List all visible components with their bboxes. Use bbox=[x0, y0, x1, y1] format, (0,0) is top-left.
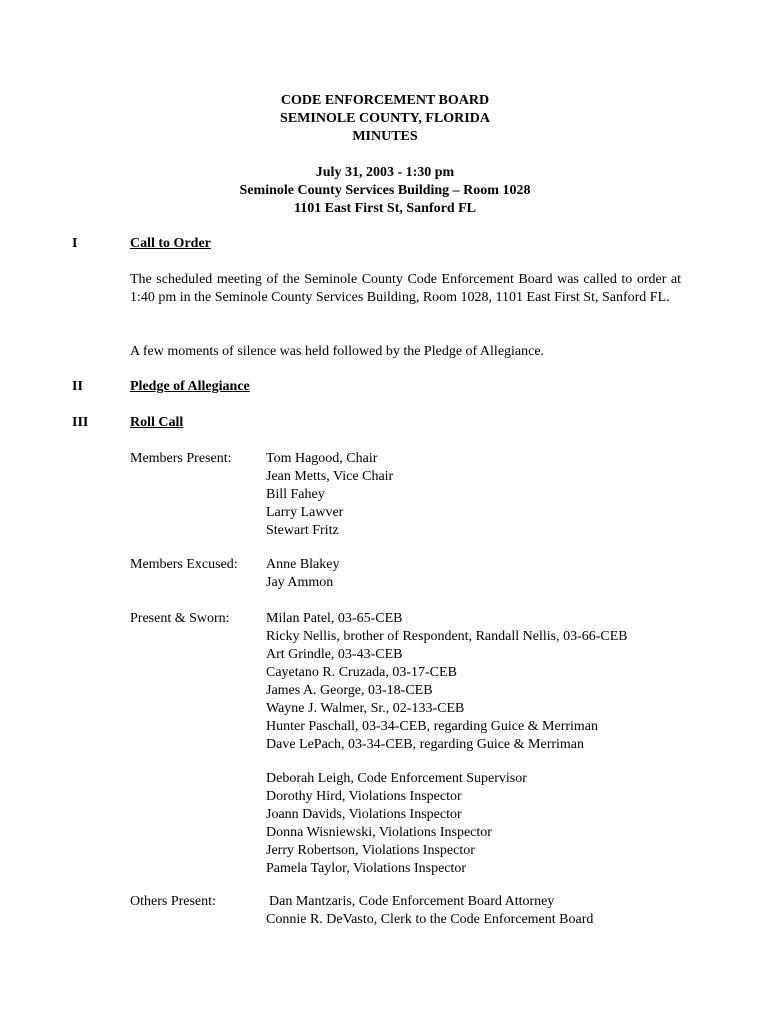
list-item: Larry Lawver bbox=[266, 505, 344, 520]
document-header bbox=[0, 92, 770, 218]
members-excused-label: Members Excused: bbox=[130, 557, 238, 572]
header-date: July 31, 2003 - 1:30 pm bbox=[315, 165, 455, 180]
call-to-order-paragraph: The scheduled meeting of the Seminole County Code Enforcement Board was called to order at 1:40 pm in the Seminole County Services Building, Room 1028, 1101 East First St, Sanford FL. bbox=[130, 272, 681, 305]
list-item: Jean Metts, Vice Chair bbox=[266, 469, 394, 484]
section-number-2: II bbox=[72, 379, 83, 394]
list-item: Anne Blakey bbox=[266, 557, 340, 572]
list-item: Dorothy Hird, Violations Inspector bbox=[266, 789, 462, 804]
list-item: Cayetano R. Cruzada, 03-17-CEB bbox=[266, 665, 457, 680]
section-number-1: I bbox=[72, 236, 78, 251]
list-item: Dan Mantzaris, Code Enforcement Board Attorney bbox=[269, 894, 555, 909]
list-item: Art Grindle, 03-43-CEB bbox=[266, 647, 403, 662]
section-title-pledge: Pledge of Allegiance bbox=[130, 379, 250, 394]
section-title-call-to-order: Call to Order bbox=[130, 236, 211, 251]
list-item: Dave LePach, 03-34-CEB, regarding Guice & Merriman bbox=[266, 737, 585, 752]
list-item: Jay Ammon bbox=[266, 575, 334, 590]
list-item: Connie R. DeVasto, Clerk to the Code Enforcement Board bbox=[266, 912, 594, 927]
section-title-roll-call: Roll Call bbox=[130, 415, 184, 430]
list-item: Joann Davids, Violations Inspector bbox=[266, 807, 462, 822]
list-item: Donna Wisniewski, Violations Inspector bbox=[266, 825, 492, 840]
header-doc-type: MINUTES bbox=[352, 129, 418, 144]
others-present-list bbox=[266, 893, 593, 929]
list-item: Milan Patel, 03-65-CEB bbox=[266, 611, 403, 626]
section-number-3: III bbox=[72, 415, 89, 430]
list-item: Tom Hagood, Chair bbox=[266, 451, 378, 466]
header-board-name: CODE ENFORCEMENT BOARD bbox=[280, 93, 490, 108]
list-item: Hunter Paschall, 03-34-CEB, regarding Guice & Merriman bbox=[266, 719, 599, 734]
list-item: Stewart Fritz bbox=[266, 523, 339, 538]
header-address: 1101 East First St, Sanford FL bbox=[293, 201, 476, 216]
list-item: Deborah Leigh, Code Enforcement Supervisor bbox=[266, 771, 527, 786]
list-item: Pamela Taylor, Violations Inspector bbox=[266, 861, 467, 876]
present-sworn-list bbox=[266, 610, 628, 754]
list-item: Wayne J. Walmer, Sr., 02-133-CEB bbox=[266, 701, 465, 716]
members-excused-list bbox=[266, 556, 339, 592]
staff-list bbox=[266, 770, 527, 878]
list-item: Bill Fahey bbox=[266, 487, 325, 502]
header-county: SEMINOLE COUNTY, FLORIDA bbox=[280, 111, 490, 126]
silence-paragraph: A few moments of silence was held followed by the Pledge of Allegiance. bbox=[130, 344, 545, 359]
others-present-label: Others Present: bbox=[130, 894, 216, 909]
list-item: Ricky Nellis, brother of Respondent, Randall Nellis, 03-66-CEB bbox=[266, 629, 628, 644]
members-present-list bbox=[266, 450, 393, 540]
header-location: Seminole County Services Building – Room 1028 bbox=[239, 183, 531, 198]
list-item: James A. George, 03-18-CEB bbox=[266, 683, 433, 698]
list-item: Jerry Robertson, Violations Inspector bbox=[266, 843, 475, 858]
members-present-label: Members Present: bbox=[130, 451, 232, 466]
present-sworn-label: Present & Sworn: bbox=[130, 611, 230, 626]
